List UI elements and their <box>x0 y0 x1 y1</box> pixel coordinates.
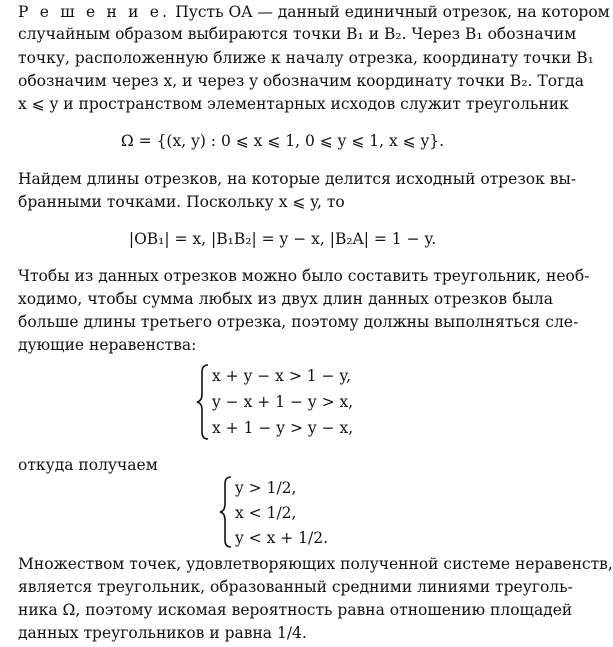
para1-line1-text: Пусть OA — данный единичный отрезок, на котором <box>170 3 610 21</box>
para1-line4: обозначим через x, и через y обозначим координату точки B₂. Тогда <box>18 72 584 90</box>
para3-line3: больше длины третьего отрезка, поэтому должны выполняться сле- <box>18 313 579 331</box>
left-brace-icon <box>219 476 233 548</box>
para1-line5: x ⩽ y и пространством элементарных исходов служит треугольник <box>18 95 569 113</box>
system2-line3: y < x + 1/2. <box>235 529 329 547</box>
system2-line1: y > 1/2, <box>235 479 297 497</box>
para2-line1: Найдем длины отрезков, на которые делится исходный отрезок вы- <box>18 170 577 188</box>
solution-label: Р е ш е н и е. <box>18 3 171 21</box>
para5-line3: ника Ω, поэтому искомая вероятность равна отношению площадей <box>18 601 573 619</box>
system1-line3: x + 1 − y > y − x, <box>212 419 354 437</box>
para3-line4: дующие неравенства: <box>18 336 197 354</box>
para1-line1 <box>18 2 610 22</box>
system1-line1: x + y − x > 1 − y, <box>212 367 352 385</box>
para3-line1: Чтобы из данных отрезков можно было составить треугольник, необ- <box>18 267 590 285</box>
para2-line2: бранными точками. Поскольку x ⩽ y, то <box>18 193 345 211</box>
formula-omega: Ω = {(x, y) : 0 ⩽ x ⩽ 1, 0 ⩽ y ⩽ 1, x ⩽ y}. <box>120 132 445 150</box>
para5-line2: является треугольник, образованный средними линиями треуголь- <box>18 578 573 596</box>
system1-line2: y − x + 1 − y > x, <box>212 393 354 411</box>
para1-line2: случайным образом выбираются точки B₁ и B₂. Через B₁ обозначим <box>18 25 577 43</box>
para4-line: откуда получаем <box>18 456 158 474</box>
para5-line1: Множеством точек, удовлетворяющих полученной системе неравенств, <box>18 555 613 573</box>
system2-line2: x < 1/2, <box>235 504 297 522</box>
para5-line4: данных треугольников и равна 1/4. <box>18 624 307 642</box>
para3-line2: ходимо, чтобы сумма любых из двух длин данных отрезков была <box>18 290 553 308</box>
left-brace-icon <box>196 364 210 440</box>
para1-line3: точку, расположенную ближе к началу отрезка, координату точки B₁ <box>18 49 594 67</box>
formula-lengths: |OB₁| = x, |B₁B₂| = y − x, |B₂A| = 1 − y. <box>128 230 437 248</box>
